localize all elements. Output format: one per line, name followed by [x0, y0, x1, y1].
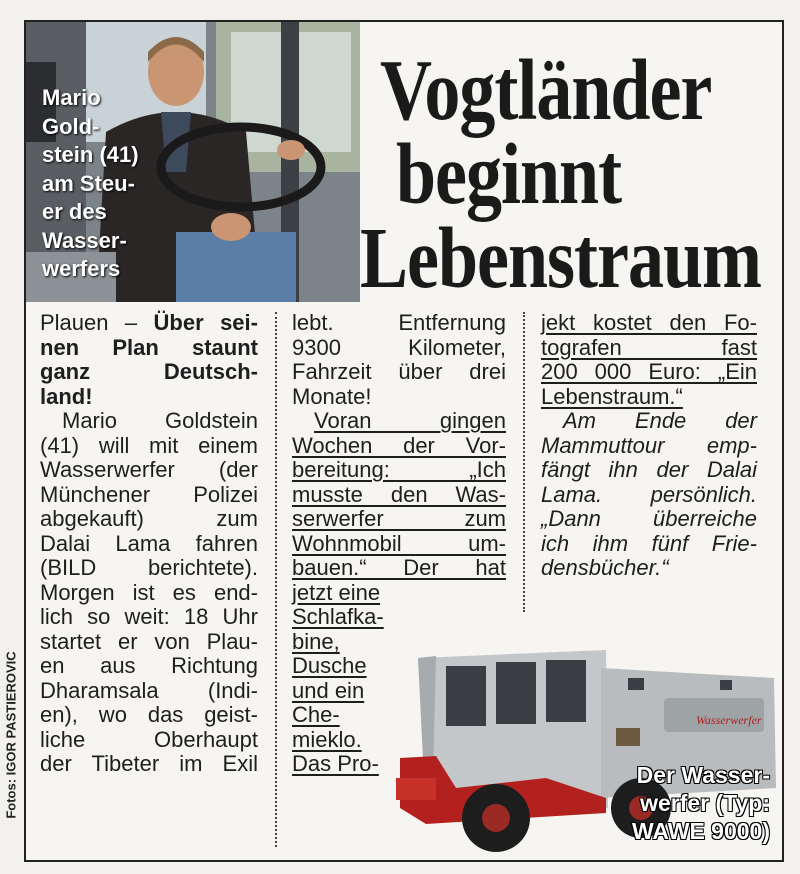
text-column-1: Plauen – Über sei- nen Plan staunt ganz Deutsch- land! Mario Goldstein (41) will mit einem Wasserwerfer (der Münchener Polizei abgekauft) zum Dalai Lama fahren (BILD berichtete). Morgen ist es end- lich so weit: 18 Uhr startet er von Plau- en aus Richtung Dharamsala (Indi- en), wo das geist- liche Oberhaupt der Tibeter im Exil — [40, 310, 258, 776]
truck-caption: Der Wasser- werfer (Typ: WAWE 9000) — [631, 762, 770, 844]
column-separator — [523, 312, 525, 612]
headline — [360, 22, 778, 306]
text-column-3: jekt kostet den Fo- tografen fast 200 000 Euro: „Ein Lebenstraum.“ Am Ende der Mammuttour emp- fängt ihn der Dalai Lama. persönlich. „Dann überreiche ich ihm fünf Frie- densbücher.“ — [541, 310, 757, 580]
photo-credit-text: Fotos: IGOR PASTIEROVIC — [3, 651, 19, 819]
headline-line: Lebenstraum — [360, 210, 761, 306]
headline-line: Vogtländer — [380, 42, 712, 138]
truck-brand-label: Wasserwerfer — [696, 713, 762, 727]
photo-caption: Mario Gold- stein (41) am Steu- er des Wasser- werfers — [42, 85, 139, 281]
headline-line: beginnt — [396, 126, 622, 222]
text-column-2: lebt. Entfernung 9300 Kilometer, Fahrzeit über drei Monate! Voran gingen Wochen der Vor- bereitung: „Ich musste den Was- serwerfer zum Wohnmobil um- bauen.“ Der hat jetzt eine Schlafka- bine, Dusche und ein Che- mieklo. Das Pro- — [292, 310, 506, 776]
photo-credit — [2, 620, 20, 850]
column-separator — [275, 312, 277, 847]
